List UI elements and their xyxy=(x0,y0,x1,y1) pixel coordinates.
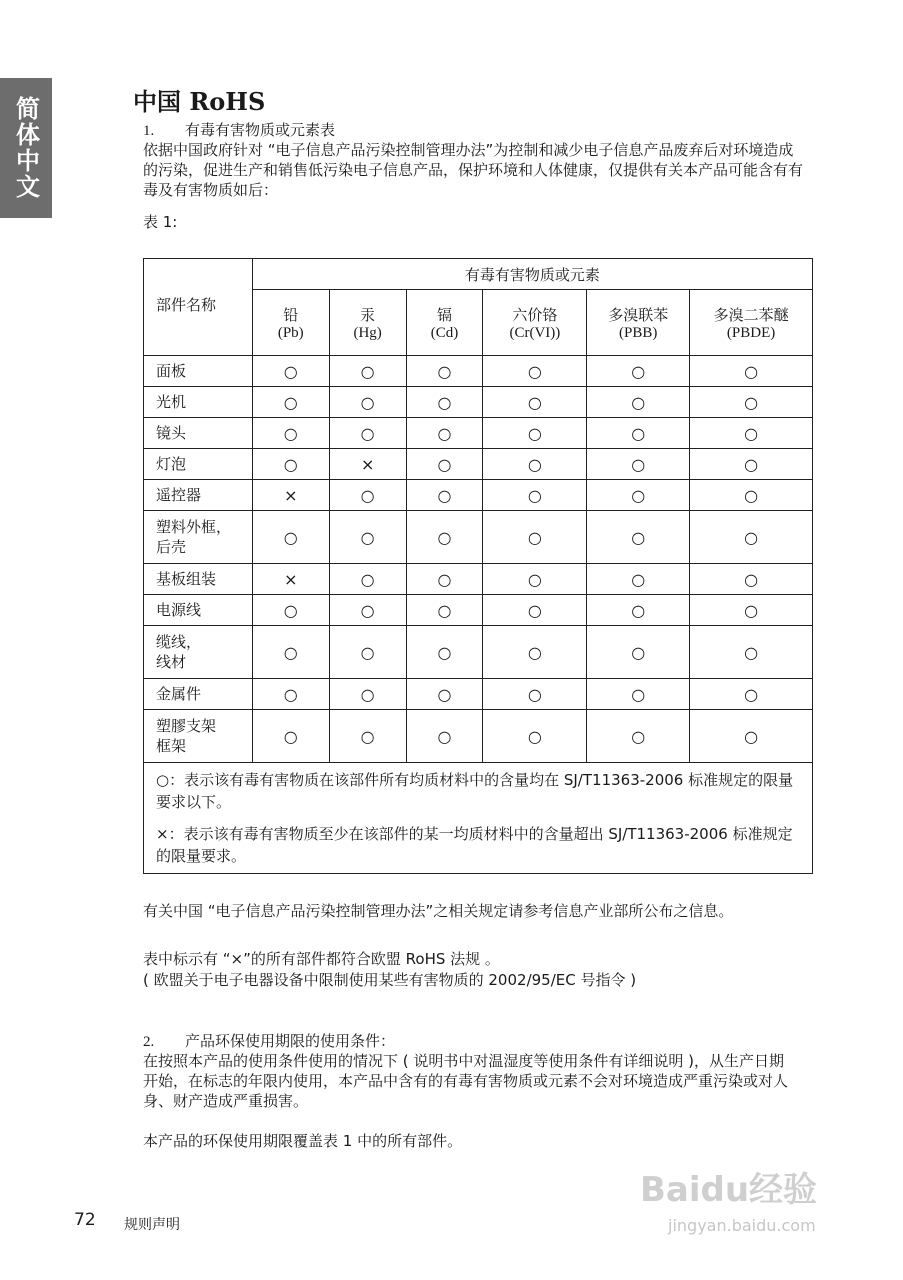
table-row xyxy=(144,679,813,710)
after-table-paragraph-1: 有关中国 “电子信息产品污染控制管理办法”之相关规定请参考信息产业部所公布之信息。 xyxy=(143,902,734,920)
substance-value-cell: ○ xyxy=(406,595,483,626)
substance-value-cell: ○ xyxy=(587,595,690,626)
substance-value-cell: ○ xyxy=(406,418,483,449)
footer-section-label: 规则声明 xyxy=(124,1217,180,1233)
substance-value-cell: ○ xyxy=(329,595,406,626)
substance-value-cell: ○ xyxy=(252,418,329,449)
section-1-intro: 依据中国政府针对 “电子信息产品污染控制管理办法”为控制和减少电子信息产品废弃后对环境造成的污染，促进生产和销售低污染电子信息产品，保护环境和人体健康，仅提供有关本产品可能含有有毒及有害物质如后： xyxy=(143,141,804,199)
watermark-brand: Baidu经验 xyxy=(640,1170,818,1210)
page-number: 72 xyxy=(74,1210,96,1230)
substance-header: 多溴联苯 (PBB) xyxy=(587,290,690,356)
section-1-heading xyxy=(143,119,335,140)
substance-value-cell: ○ xyxy=(587,710,690,763)
substance-value-cell: ○ xyxy=(690,679,813,710)
substance-value-cell: ○ xyxy=(252,449,329,480)
substance-value-cell: ○ xyxy=(406,511,483,564)
after-table-paragraph-2-line-1: 表中标示有 “×”的所有部件都符合欧盟 RoHS 法规 。 xyxy=(143,950,500,968)
substance-value-cell: ○ xyxy=(329,626,406,679)
substance-header: 六价铬 (Cr(VI)) xyxy=(483,290,587,356)
watermark xyxy=(640,1140,860,1240)
substance-value-cell: ○ xyxy=(587,418,690,449)
substance-value-cell: ○ xyxy=(329,387,406,418)
substance-value-cell: ○ xyxy=(587,511,690,564)
substance-value-cell: ○ xyxy=(690,480,813,511)
note-circle: ○：表示该有毒有害物质在该部件所有均质材料中的含量均在 SJ/T11363-2006 标准规定的限量要求以下。 xyxy=(156,771,794,811)
substance-value-cell: ○ xyxy=(406,449,483,480)
substance-value-cell: ○ xyxy=(329,679,406,710)
substance-value-cell: ○ xyxy=(587,387,690,418)
part-name-cell: 缆线， 线材 xyxy=(144,626,253,679)
table-row xyxy=(144,449,813,480)
substance-value-cell: ○ xyxy=(483,679,587,710)
substance-value-cell: ○ xyxy=(587,356,690,387)
substance-value-cell: × xyxy=(252,564,329,595)
substance-value-cell: ○ xyxy=(483,480,587,511)
table-row xyxy=(144,387,813,418)
part-column-header: 部件名称 xyxy=(144,259,253,356)
substance-value-cell: ○ xyxy=(483,710,587,763)
table-notes-row xyxy=(144,763,813,874)
substance-value-cell: ○ xyxy=(406,480,483,511)
table-label: 表 1: xyxy=(143,213,178,231)
watermark-url: jingyan.baidu.com xyxy=(668,1216,816,1235)
table-body xyxy=(144,356,813,763)
part-name-cell: 基板组装 xyxy=(144,564,253,595)
substance-value-cell: ○ xyxy=(690,564,813,595)
substance-value-cell: ○ xyxy=(690,418,813,449)
rohs-table xyxy=(143,258,813,874)
table-row xyxy=(144,356,813,387)
substance-value-cell: ○ xyxy=(406,710,483,763)
substance-value-cell: ○ xyxy=(483,511,587,564)
table-row xyxy=(144,595,813,626)
part-name-cell: 遥控器 xyxy=(144,480,253,511)
table-notes xyxy=(144,763,813,874)
substance-value-cell: ○ xyxy=(483,449,587,480)
substance-value-cell: ○ xyxy=(483,418,587,449)
substance-value-cell: ○ xyxy=(329,480,406,511)
section-1-number: 1. xyxy=(143,123,155,139)
substance-header: 镉 (Cd) xyxy=(406,290,483,356)
substance-value-cell: ○ xyxy=(252,710,329,763)
substance-header: 汞 (Hg) xyxy=(329,290,406,356)
substance-value-cell: ○ xyxy=(252,679,329,710)
substance-value-cell: ○ xyxy=(690,511,813,564)
part-name-cell: 灯泡 xyxy=(144,449,253,480)
table-header-row xyxy=(144,259,813,290)
section-2-title: 产品环保使用期限的使用条件： xyxy=(185,1032,396,1050)
substance-value-cell: ○ xyxy=(252,511,329,564)
substance-value-cell: ○ xyxy=(587,449,690,480)
substance-value-cell: ○ xyxy=(329,418,406,449)
substance-value-cell: ○ xyxy=(329,564,406,595)
substance-value-cell: ○ xyxy=(483,387,587,418)
substance-value-cell: ○ xyxy=(483,564,587,595)
section-1-title: 有毒有害物质或元素表 xyxy=(185,121,336,139)
substance-value-cell: ○ xyxy=(406,356,483,387)
part-name-cell: 金属件 xyxy=(144,679,253,710)
substance-value-cell: ○ xyxy=(252,356,329,387)
part-name-cell: 光机 xyxy=(144,387,253,418)
substance-header: 铅 (Pb) xyxy=(252,290,329,356)
substance-value-cell: ○ xyxy=(690,626,813,679)
section-2-heading xyxy=(143,1030,395,1051)
part-name-cell: 电源线 xyxy=(144,595,253,626)
substance-value-cell: ○ xyxy=(690,356,813,387)
substance-value-cell: ○ xyxy=(252,387,329,418)
part-name-cell: 面板 xyxy=(144,356,253,387)
substance-value-cell: ○ xyxy=(252,626,329,679)
substance-value-cell: ○ xyxy=(690,595,813,626)
substance-value-cell: ○ xyxy=(329,356,406,387)
substance-value-cell: ○ xyxy=(483,356,587,387)
part-name-cell: 塑料外框， 后壳 xyxy=(144,511,253,564)
part-name-cell: 塑膠支架 框架 xyxy=(144,710,253,763)
substance-value-cell: ○ xyxy=(252,595,329,626)
substance-value-cell: ○ xyxy=(587,679,690,710)
substance-value-cell: ○ xyxy=(406,679,483,710)
substance-value-cell: ○ xyxy=(406,387,483,418)
substance-value-cell: ○ xyxy=(406,564,483,595)
language-tab xyxy=(0,78,52,218)
substance-value-cell: ○ xyxy=(587,626,690,679)
section-2-paragraph-1: 在按照本产品的使用条件使用的情况下 ( 说明书中对温湿度等使用条件有详细说明 )，从生产日期开始，在标志的年限内使用，本产品中含有的有毒有害物质或元素不会对环境造成严重污染或对人身、财产造成严重损害。 xyxy=(143,1052,789,1110)
section-2-number: 2. xyxy=(143,1034,155,1050)
after-table-paragraph-2-line-2: ( 欧盟关于电子电器设备中限制使用某些有害物质的 2002/95/EC 号指令 ) xyxy=(143,971,637,989)
section-2-paragraph-2: 本产品的环保使用期限覆盖表 1 中的所有部件。 xyxy=(143,1132,463,1150)
substance-value-cell: ○ xyxy=(587,564,690,595)
table-row xyxy=(144,511,813,564)
table-row xyxy=(144,710,813,763)
substance-value-cell: ○ xyxy=(690,710,813,763)
note-cross: ×：表示该有毒有害物质至少在该部件的某一均质材料中的含量超出 SJ/T11363-2006 标准规定的限量要求。 xyxy=(156,825,793,865)
language-tab-label: 简体中文 xyxy=(11,96,40,200)
substance-value-cell: ○ xyxy=(690,387,813,418)
substance-value-cell: × xyxy=(252,480,329,511)
substance-value-cell: ○ xyxy=(483,595,587,626)
table-row xyxy=(144,626,813,679)
table-row xyxy=(144,564,813,595)
substance-value-cell: ○ xyxy=(406,626,483,679)
substance-value-cell: ○ xyxy=(329,511,406,564)
substance-group-header: 有毒有害物质或元素 xyxy=(252,259,812,290)
table-row xyxy=(144,480,813,511)
substance-value-cell: × xyxy=(329,449,406,480)
table-row xyxy=(144,418,813,449)
substance-value-cell: ○ xyxy=(587,480,690,511)
substance-value-cell: ○ xyxy=(483,626,587,679)
substance-value-cell: ○ xyxy=(329,710,406,763)
substance-value-cell: ○ xyxy=(690,449,813,480)
page-title: 中国 RoHS xyxy=(133,87,266,116)
part-name-cell: 镜头 xyxy=(144,418,253,449)
substance-header: 多溴二苯醚 (PBDE) xyxy=(690,290,813,356)
